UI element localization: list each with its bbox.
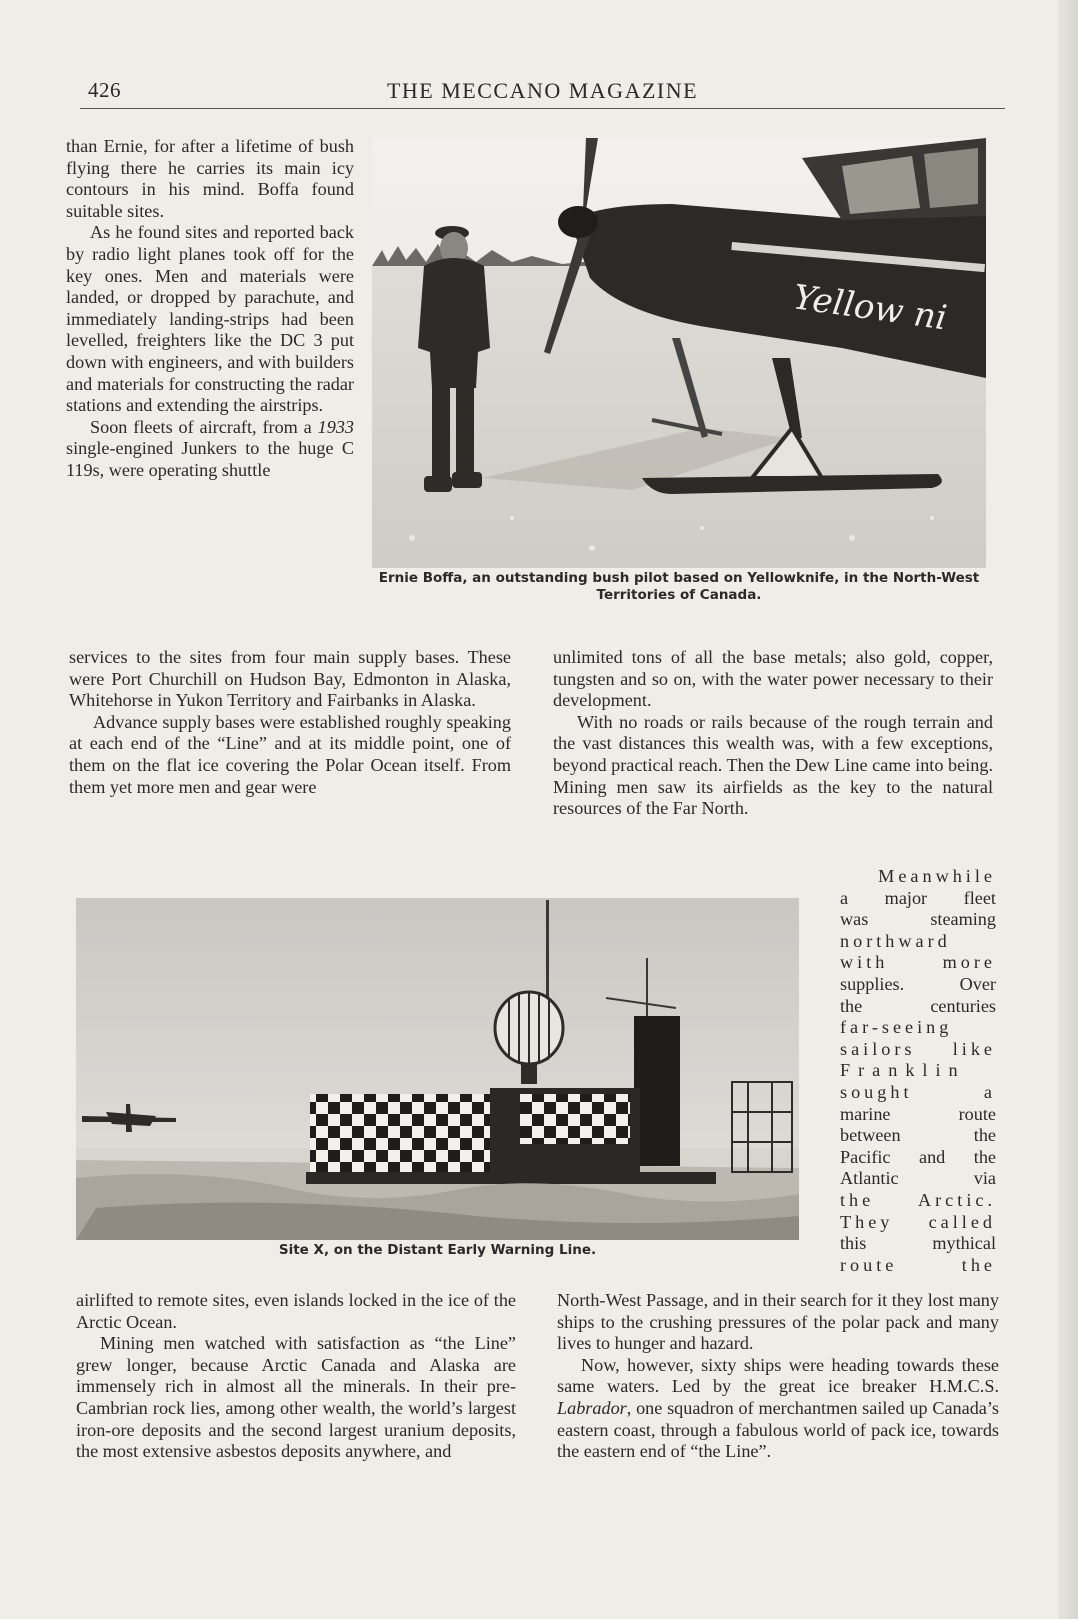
paragraph [557, 1355, 999, 1463]
text-line: the centuries [840, 995, 996, 1016]
photo-bush-pilot [372, 138, 986, 568]
text-line: sailors like [840, 1038, 996, 1059]
text-line: the Arctic. [840, 1189, 996, 1210]
text-line: supplies. Over [840, 973, 996, 994]
paragraph [66, 417, 354, 482]
ship-name-italic: Labrador [557, 1397, 627, 1418]
paragraph: than Ernie, for after a lifetime of bush flying there he carries its main icy contours in his mind. Boffa found suitable sites. [66, 136, 354, 221]
paragraph: North-West Passage, and in their search for it they lost many ships to the crushing pressures of the polar pack and many lives to hunger and hazard. [557, 1290, 999, 1354]
text-run: Now, however, sixty ships were heading towards these same waters. Led by the great ice breaker H.M.C.S. [557, 1354, 999, 1397]
column-middle-right [553, 647, 993, 820]
text-line: a major fleet [840, 887, 996, 908]
column-middle-left [69, 647, 511, 798]
text-line: between the [840, 1125, 996, 1146]
paragraph: As he found sites and reported back by radio light planes took off for the key ones. Men and materials were landed, or dropped by parachute, and immediately landing-strips had been levelled, freighters like the DC 3 put down with engineers, and with builders and materials for constructing the radar stations and extending the airstrips. [66, 222, 354, 416]
photo-caption-bush-pilot: Ernie Boffa, an outstanding bush pilot based on Yellowknife, in the North-West Territories of Canada. [378, 570, 980, 603]
magazine-title: THE MECCANO MAGAZINE [386, 78, 699, 103]
text-line: with more [840, 952, 996, 973]
page-number: 426 [88, 78, 121, 102]
text-line: was steaming [840, 909, 996, 930]
text-line: They called [840, 1211, 996, 1232]
paragraph: services to the sites from four main supply bases. These were Port Churchill on Hudson Bay, Edmonton in Alaska, Whitehorse in Yukon Territory and Fairbanks in Alaska. [69, 647, 511, 711]
paragraph: Advance supply bases were established roughly speaking at each end of the “Line” and at its middle point, one of them on the flat ice covering the Polar Ocean itself. From them yet more men and gear were [69, 711, 511, 797]
text-line: route the [840, 1254, 996, 1275]
column-bottom-right [557, 1290, 999, 1463]
paragraph: unlimited tons of all the base metals; also gold, copper, tungsten and so on, with the water power necessary to their development. [553, 647, 993, 711]
plane-lettering: Yellow ni [790, 277, 950, 339]
column-narrow-right [840, 866, 996, 1276]
photo-site-x [76, 898, 799, 1240]
page-edge [1058, 0, 1078, 1619]
text-line: Meanwhile [878, 866, 996, 886]
photo-caption-site-x: Site X, on the Distant Early Warning Line. [278, 1242, 597, 1258]
text-line: this mythical [840, 1233, 996, 1254]
text-line: northward [840, 930, 951, 951]
text-run: , one squadron of merchantmen sailed up Canada’s eastern coast, through a fabulous world of pack ice, towards the eastern end of “the Line”. [557, 1397, 999, 1462]
paragraph: airlifted to remote sites, even islands locked in the ice of the Arctic Ocean. [76, 1290, 516, 1332]
text-line: sought a [840, 1081, 996, 1102]
text-line: Atlantic via [840, 1168, 996, 1189]
column-top-left [66, 136, 354, 482]
text-run: Soon fleets of aircraft, from a [90, 416, 318, 437]
text-line: Pacific and the [840, 1146, 996, 1167]
column-bottom-left [76, 1290, 516, 1463]
text-run: single-engined Junkers to the huge C 119s, were operating shuttle [66, 438, 354, 480]
paragraph: Mining men watched with satisfaction as “the Line” grew longer, because Arctic Canada and Alaska are immensely rich in almost all the minerals. In their pre-Cambrian rock lies, among other wealth, the world’s largest iron-ore deposits and the second largest uranium deposits, the most extensive asbestos deposits anywhere, and [76, 1333, 516, 1462]
year-italic: 1933 [317, 416, 354, 437]
text-line: Franklin [840, 1060, 966, 1081]
text-line: marine route [840, 1103, 996, 1124]
text-line: far-seeing [840, 1017, 953, 1038]
page-header [80, 74, 1005, 109]
paragraph: With no roads or rails because of the rough terrain and the vast distances this wealth was, with a few exceptions, beyond practical reach. Then the Dew Line came into being. Mining men saw its airfields as the key to the natural resources of the Far North. [553, 711, 993, 819]
